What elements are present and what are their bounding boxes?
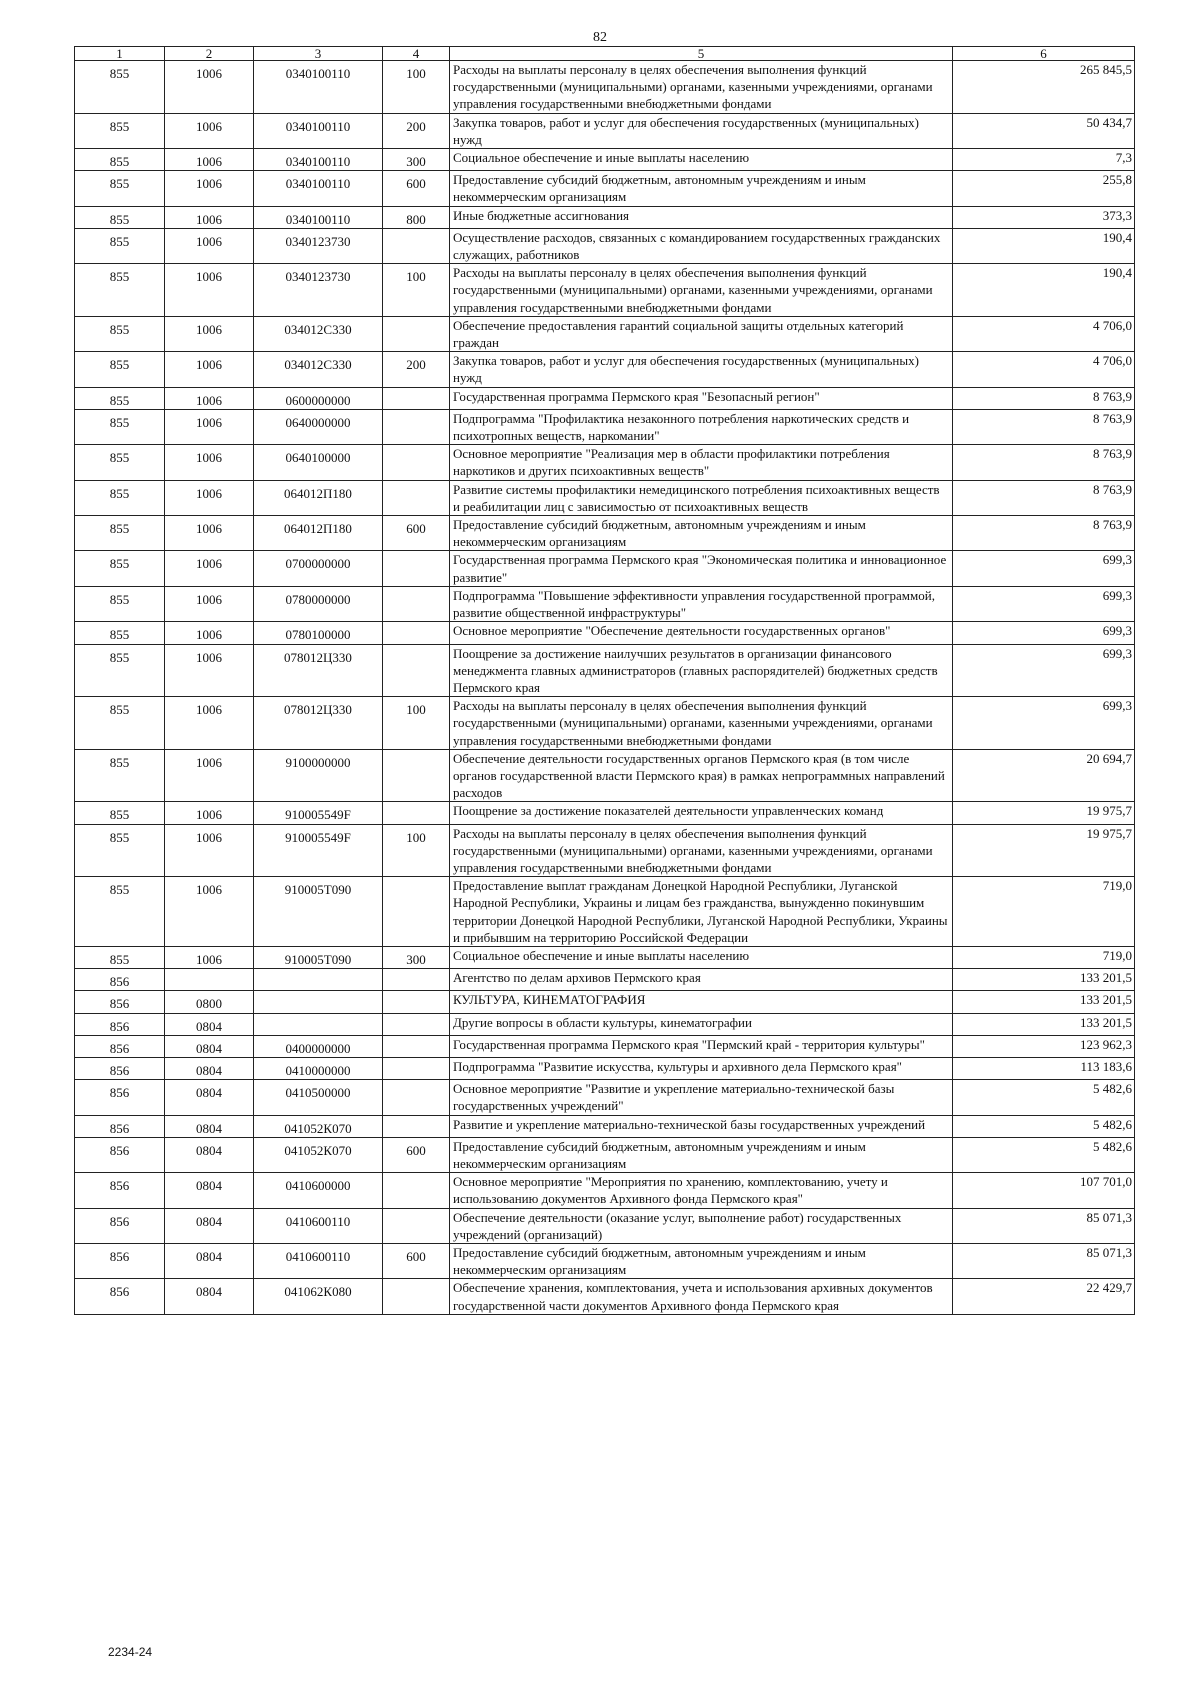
target-article-cell: 0600000000 [254,387,383,409]
section-code-cell: 1006 [165,697,254,750]
table-row [75,644,1135,697]
table-row [75,516,1135,551]
section-code-cell: 0804 [165,1057,254,1079]
admin-code-cell: 855 [75,409,165,444]
expense-type-cell [383,409,450,444]
table-row [75,969,1135,991]
section-code-cell: 1006 [165,149,254,171]
amount-cell: 719,0 [953,877,1135,947]
target-article-cell: 0340100110 [254,61,383,114]
target-article-cell: 078012Ц330 [254,644,383,697]
admin-code-cell: 856 [75,1115,165,1137]
table-row [75,1035,1135,1057]
column-header-2: 2 [165,47,254,61]
amount-cell: 113 183,6 [953,1057,1135,1079]
section-code-cell: 0800 [165,991,254,1013]
target-article-cell: 0410000000 [254,1057,383,1079]
admin-code-cell: 856 [75,1244,165,1279]
table-row [75,445,1135,480]
target-article-cell [254,969,383,991]
expense-type-cell [383,622,450,644]
amount-cell: 19 975,7 [953,802,1135,824]
expense-type-cell: 100 [383,264,450,317]
expense-type-cell: 600 [383,171,450,206]
table-row [75,749,1135,802]
admin-code-cell: 855 [75,946,165,968]
section-code-cell: 1006 [165,206,254,228]
description-cell: Агентство по делам архивов Пермского края [450,969,953,991]
description-cell: Иные бюджетные ассигнования [450,206,953,228]
expense-type-cell [383,1115,450,1137]
section-code-cell: 0804 [165,1244,254,1279]
amount-cell: 5 482,6 [953,1080,1135,1115]
document-code: 2234-24 [108,1645,153,1659]
table-row [75,228,1135,263]
admin-code-cell: 856 [75,1173,165,1208]
amount-cell: 133 201,5 [953,969,1135,991]
table-row [75,316,1135,351]
section-code-cell: 1006 [165,946,254,968]
description-cell: КУЛЬТУРА, КИНЕМАТОГРАФИЯ [450,991,953,1013]
description-cell: Основное мероприятие "Реализация мер в области профилактики потребления наркотиков и других психоактивных веществ" [450,445,953,480]
admin-code-cell: 855 [75,551,165,586]
expense-type-cell [383,1013,450,1035]
target-article-cell: 0700000000 [254,551,383,586]
amount-cell: 22 429,7 [953,1279,1135,1314]
description-cell: Расходы на выплаты персоналу в целях обеспечения выполнения функций государственными (муниципальными) органами, казенными учреждениями, органами управления государственными внебюджетными фондами [450,61,953,114]
table-row [75,991,1135,1013]
section-code-cell: 0804 [165,1115,254,1137]
table-row [75,824,1135,877]
amount-cell: 5 482,6 [953,1137,1135,1172]
target-article-cell: 0410600000 [254,1173,383,1208]
table-row [75,206,1135,228]
expense-type-cell [383,991,450,1013]
admin-code-cell: 856 [75,969,165,991]
table-body [75,61,1135,1315]
amount-cell: 19 975,7 [953,824,1135,877]
amount-cell: 699,3 [953,644,1135,697]
amount-cell: 123 962,3 [953,1035,1135,1057]
admin-code-cell: 856 [75,1035,165,1057]
description-cell: Другие вопросы в области культуры, кинематографии [450,1013,953,1035]
amount-cell: 699,3 [953,551,1135,586]
table-row [75,1279,1135,1314]
target-article-cell: 0640000000 [254,409,383,444]
description-cell: Развитие системы профилактики немедицинского потребления психоактивных веществ и реабилитации лиц с зависимостью от психоактивных веществ [450,480,953,515]
amount-cell: 719,0 [953,946,1135,968]
table-row [75,1057,1135,1079]
table-row [75,697,1135,750]
expense-type-cell: 100 [383,697,450,750]
admin-code-cell: 855 [75,171,165,206]
description-cell: Основное мероприятие "Мероприятия по хранению, комплектованию, учету и использованию документов Архивного фонда Пермского края" [450,1173,953,1208]
amount-cell: 255,8 [953,171,1135,206]
admin-code-cell: 855 [75,264,165,317]
admin-code-cell: 855 [75,316,165,351]
amount-cell: 85 071,3 [953,1208,1135,1243]
table-row [75,622,1135,644]
admin-code-cell: 856 [75,1013,165,1035]
target-article-cell: 0340100110 [254,206,383,228]
admin-code-cell: 855 [75,480,165,515]
table-row [75,409,1135,444]
expense-type-cell: 100 [383,61,450,114]
expense-type-cell: 100 [383,824,450,877]
expense-type-cell [383,749,450,802]
section-code-cell: 0804 [165,1013,254,1035]
section-code-cell: 1006 [165,516,254,551]
description-cell: Обеспечение предоставления гарантий социальной защиты отдельных категорий граждан [450,316,953,351]
section-code-cell: 1006 [165,409,254,444]
target-article-cell: 041052К070 [254,1115,383,1137]
amount-cell: 190,4 [953,264,1135,317]
expense-type-cell: 300 [383,149,450,171]
column-header-5: 5 [450,47,953,61]
admin-code-cell: 855 [75,228,165,263]
description-cell: Развитие и укрепление материально-технической базы государственных учреждений [450,1115,953,1137]
target-article-cell: 0410600110 [254,1208,383,1243]
expense-type-cell: 600 [383,516,450,551]
target-article-cell: 041052К070 [254,1137,383,1172]
expense-type-cell: 600 [383,1137,450,1172]
admin-code-cell: 855 [75,61,165,114]
section-code-cell [165,969,254,991]
description-cell: Подпрограмма "Профилактика незаконного потребления наркотических средств и психотропных веществ, наркомании" [450,409,953,444]
section-code-cell: 0804 [165,1035,254,1057]
description-cell: Предоставление выплат гражданам Донецкой Народной Республики, Луганской Народной Республики, Украины и лицам без гражданства, вынужденно покинувшим территории Донецкой Народной Республики, Луганской Народной Республики, Украины и прибывшим на территорию Российской Федерации [450,877,953,947]
table-row [75,113,1135,148]
section-code-cell: 1006 [165,644,254,697]
admin-code-cell: 855 [75,586,165,621]
amount-cell: 373,3 [953,206,1135,228]
description-cell: Закупка товаров, работ и услуг для обеспечения государственных (муниципальных) нужд [450,113,953,148]
amount-cell: 133 201,5 [953,1013,1135,1035]
target-article-cell: 0340123730 [254,264,383,317]
description-cell: Предоставление субсидий бюджетным, автономным учреждениям и иным некоммерческим организациям [450,171,953,206]
admin-code-cell: 855 [75,445,165,480]
section-code-cell: 1006 [165,586,254,621]
target-article-cell: 910005Т090 [254,946,383,968]
target-article-cell: 0340100110 [254,149,383,171]
expense-type-cell: 300 [383,946,450,968]
target-article-cell [254,991,383,1013]
description-cell: Государственная программа Пермского края "Безопасный регион" [450,387,953,409]
admin-code-cell: 856 [75,991,165,1013]
table-row [75,877,1135,947]
admin-code-cell: 855 [75,877,165,947]
table-row [75,61,1135,114]
description-cell: Обеспечение деятельности государственных органов Пермского края (в том числе органов государственной власти Пермского края) в рамках непрограммных направлений расходов [450,749,953,802]
target-article-cell: 078012Ц330 [254,697,383,750]
target-article-cell: 0340100110 [254,171,383,206]
expense-type-cell [383,1208,450,1243]
amount-cell: 8 763,9 [953,445,1135,480]
section-code-cell: 0804 [165,1137,254,1172]
target-article-cell: 9100000000 [254,749,383,802]
expense-type-cell [383,1173,450,1208]
admin-code-cell: 856 [75,1080,165,1115]
target-article-cell: 041062К080 [254,1279,383,1314]
section-code-cell: 0804 [165,1173,254,1208]
description-cell: Расходы на выплаты персоналу в целях обеспечения выполнения функций государственными (муниципальными) органами, казенными учреждениями, органами управления государственными внебюджетными фондами [450,824,953,877]
column-header-1: 1 [75,47,165,61]
target-article-cell: 910005Т090 [254,877,383,947]
table-row [75,264,1135,317]
amount-cell: 265 845,5 [953,61,1135,114]
amount-cell: 8 763,9 [953,387,1135,409]
section-code-cell: 1006 [165,749,254,802]
section-code-cell: 1006 [165,387,254,409]
expense-type-cell: 800 [383,206,450,228]
target-article-cell: 910005549F [254,824,383,877]
admin-code-cell: 856 [75,1208,165,1243]
description-cell: Предоставление субсидий бюджетным, автономным учреждениям и иным некоммерческим организациям [450,516,953,551]
target-article-cell: 0410500000 [254,1080,383,1115]
column-header-6: 6 [953,47,1135,61]
amount-cell: 20 694,7 [953,749,1135,802]
section-code-cell: 1006 [165,171,254,206]
section-code-cell: 1006 [165,445,254,480]
amount-cell: 133 201,5 [953,991,1135,1013]
section-code-cell: 0804 [165,1080,254,1115]
table-row [75,149,1135,171]
section-code-cell: 1006 [165,622,254,644]
amount-cell: 8 763,9 [953,480,1135,515]
expense-type-cell [383,1080,450,1115]
target-article-cell: 0340123730 [254,228,383,263]
admin-code-cell: 855 [75,749,165,802]
amount-cell: 50 434,7 [953,113,1135,148]
section-code-cell: 0804 [165,1208,254,1243]
target-article-cell: 0780000000 [254,586,383,621]
expense-type-cell [383,387,450,409]
target-article-cell: 0410600110 [254,1244,383,1279]
description-cell: Предоставление субсидий бюджетным, автономным учреждениям и иным некоммерческим организациям [450,1244,953,1279]
section-code-cell: 1006 [165,113,254,148]
amount-cell: 5 482,6 [953,1115,1135,1137]
amount-cell: 7,3 [953,149,1135,171]
expense-type-cell [383,802,450,824]
table-row [75,1115,1135,1137]
target-article-cell: 910005549F [254,802,383,824]
table-row [75,551,1135,586]
table-row [75,387,1135,409]
description-cell: Осуществление расходов, связанных с командированием государственных гражданских служащих, работников [450,228,953,263]
expense-type-cell [383,969,450,991]
description-cell: Расходы на выплаты персоналу в целях обеспечения выполнения функций государственными (муниципальными) органами, казенными учреждениями, органами управления государственными внебюджетными фондами [450,697,953,750]
admin-code-cell: 855 [75,206,165,228]
section-code-cell: 1006 [165,877,254,947]
admin-code-cell: 855 [75,644,165,697]
table-row [75,586,1135,621]
column-header-4: 4 [383,47,450,61]
admin-code-cell: 855 [75,824,165,877]
expense-type-cell [383,228,450,263]
description-cell: Социальное обеспечение и иные выплаты населению [450,149,953,171]
amount-cell: 107 701,0 [953,1173,1135,1208]
expense-type-cell [383,644,450,697]
target-article-cell [254,1013,383,1035]
table-row [75,1080,1135,1115]
amount-cell: 699,3 [953,586,1135,621]
target-article-cell: 0340100110 [254,113,383,148]
header-row [75,47,1135,61]
expense-type-cell [383,1279,450,1314]
target-article-cell: 034012С330 [254,352,383,387]
table-row [75,1013,1135,1035]
table-row [75,1244,1135,1279]
description-cell: Обеспечение хранения, комплектования, учета и использования архивных документов государственной части документов Архивного фонда Пермского края [450,1279,953,1314]
amount-cell: 8 763,9 [953,409,1135,444]
admin-code-cell: 855 [75,352,165,387]
section-code-cell: 1006 [165,352,254,387]
amount-cell: 699,3 [953,697,1135,750]
description-cell: Закупка товаров, работ и услуг для обеспечения государственных (муниципальных) нужд [450,352,953,387]
expense-type-cell: 200 [383,352,450,387]
section-code-cell: 0804 [165,1279,254,1314]
table-row [75,171,1135,206]
budget-table [74,46,1135,1315]
admin-code-cell: 855 [75,802,165,824]
amount-cell: 699,3 [953,622,1135,644]
expense-type-cell [383,877,450,947]
section-code-cell: 1006 [165,316,254,351]
expense-type-cell [383,551,450,586]
amount-cell: 85 071,3 [953,1244,1135,1279]
admin-code-cell: 856 [75,1057,165,1079]
admin-code-cell: 856 [75,1279,165,1314]
expense-type-cell [383,316,450,351]
amount-cell: 4 706,0 [953,316,1135,351]
amount-cell: 8 763,9 [953,516,1135,551]
admin-code-cell: 855 [75,113,165,148]
table-row [75,802,1135,824]
target-article-cell: 0640100000 [254,445,383,480]
target-article-cell: 064012П180 [254,516,383,551]
description-cell: Основное мероприятие "Развитие и укрепление материально-технической базы государственных учреждений" [450,1080,953,1115]
description-cell: Государственная программа Пермского края "Пермский край - территория культуры" [450,1035,953,1057]
expense-type-cell [383,586,450,621]
description-cell: Социальное обеспечение и иные выплаты населению [450,946,953,968]
description-cell: Поощрение за достижение показателей деятельности управленческих команд [450,802,953,824]
description-cell: Поощрение за достижение наилучших результатов в организации финансового менеджмента главных администраторов (главных распорядителей) бюджетных средств Пермского края [450,644,953,697]
section-code-cell: 1006 [165,264,254,317]
expense-type-cell: 600 [383,1244,450,1279]
table-row [75,1173,1135,1208]
admin-code-cell: 855 [75,697,165,750]
admin-code-cell: 855 [75,622,165,644]
description-cell: Основное мероприятие "Обеспечение деятельности государственных органов" [450,622,953,644]
section-code-cell: 1006 [165,551,254,586]
table-row [75,946,1135,968]
target-article-cell: 0400000000 [254,1035,383,1057]
section-code-cell: 1006 [165,61,254,114]
description-cell: Подпрограмма "Повышение эффективности управления государственной программой, развитие общественной инфраструктуры" [450,586,953,621]
description-cell: Подпрограмма "Развитие искусства, культуры и архивного дела Пермского края" [450,1057,953,1079]
target-article-cell: 064012П180 [254,480,383,515]
section-code-cell: 1006 [165,824,254,877]
admin-code-cell: 855 [75,387,165,409]
expense-type-cell: 200 [383,113,450,148]
section-code-cell: 1006 [165,228,254,263]
expense-type-cell [383,445,450,480]
expense-type-cell [383,480,450,515]
expense-type-cell [383,1057,450,1079]
admin-code-cell: 856 [75,1137,165,1172]
table-row [75,352,1135,387]
description-cell: Государственная программа Пермского края "Экономическая политика и инновационное развитие" [450,551,953,586]
target-article-cell: 0780100000 [254,622,383,644]
section-code-cell: 1006 [165,802,254,824]
admin-code-cell: 855 [75,149,165,171]
column-header-3: 3 [254,47,383,61]
amount-cell: 190,4 [953,228,1135,263]
description-cell: Обеспечение деятельности (оказание услуг, выполнение работ) государственных учреждений (организаций) [450,1208,953,1243]
table-row [75,480,1135,515]
table-row [75,1208,1135,1243]
admin-code-cell: 855 [75,516,165,551]
description-cell: Предоставление субсидий бюджетным, автономным учреждениям и иным некоммерческим организациям [450,1137,953,1172]
table-row [75,1137,1135,1172]
page-number: 82 [593,30,607,45]
amount-cell: 4 706,0 [953,352,1135,387]
target-article-cell: 034012С330 [254,316,383,351]
description-cell: Расходы на выплаты персоналу в целях обеспечения выполнения функций государственными (муниципальными) органами, казенными учреждениями, органами управления государственными внебюджетными фондами [450,264,953,317]
section-code-cell: 1006 [165,480,254,515]
expense-type-cell [383,1035,450,1057]
